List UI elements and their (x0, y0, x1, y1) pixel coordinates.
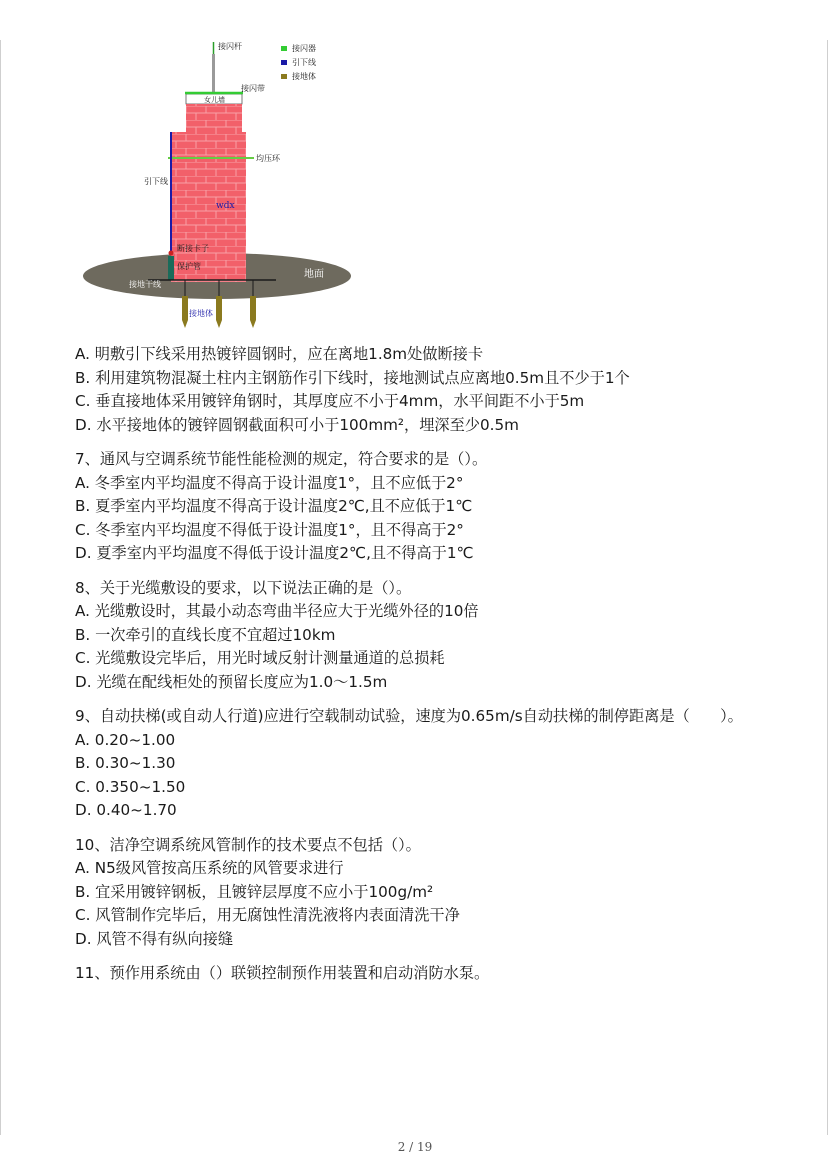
label-ground: 地面 (304, 269, 324, 280)
label-down-conductor: 引下线 (144, 177, 168, 186)
q6-option-b: B. 利用建筑物混凝土柱内主钢筋作引下线时，接地测试点应离地0.5m且不少于1个 (75, 368, 630, 387)
question-stem: 10、洁净空调系统风管制作的技术要点不包括（）。 (75, 835, 421, 854)
option-c: C. 0.350~1.50 (75, 777, 186, 796)
legend-air-terminal: 接闪器 (292, 44, 316, 53)
page-border-right (827, 40, 828, 1135)
question-9 (75, 705, 775, 823)
question-stem: 8、关于光缆敷设的要求，以下说法正确的是（）。 (75, 578, 412, 597)
label-protective-pipe: 保护管 (177, 262, 201, 271)
label-lightning-rod: 接闪杆 (218, 42, 242, 51)
option-a: A. 光缆敷设时，其最小动态弯曲半径应大于光缆外径的10倍 (75, 602, 479, 620)
question-stem: 7、通风与空调系统节能性能检测的规定，符合要求的是（）。 (75, 450, 488, 468)
q6-option-c: C. 垂直接地体采用镀锌角钢时，其厚度应不小于4mm，水平间距不小于5m (75, 392, 585, 410)
option-d: D. 夏季室内平均温度不得低于设计温度2℃,且不得高于1℃ (75, 544, 474, 562)
page-border-left (0, 40, 1, 1135)
option-c: C. 光缆敷设完毕后，用光时域反射计测量通道的总损耗 (75, 649, 445, 667)
q6-option-a: A. 明敷引下线采用热镀锌圆钢时，应在离地1.8m处做断接卡 (75, 345, 484, 363)
question-7 (75, 448, 775, 566)
legend-swatch-air-terminal (281, 46, 287, 51)
option-a: A. 冬季室内平均温度不得高于设计温度1°，且不应低于2° (75, 473, 464, 492)
legend-down-conductor: 引下线 (292, 58, 316, 67)
label-grounding-body: 接地体 (189, 309, 213, 318)
option-a: A. 0.20~1.00 (75, 730, 176, 749)
label-lightning-strip: 接闪带 (241, 84, 265, 93)
test-clamp-dot (169, 251, 174, 256)
option-c: C. 冬季室内平均温度不得低于设计温度1°，且不得高于2° (75, 520, 464, 539)
option-d: D. 风管不得有纵向接缝 (75, 929, 234, 948)
label-grounding-trunk: 接地干线 (129, 280, 161, 289)
q6-option-d: D. 水平接地体的镀锌圆钢截面积可小于100mm²，埋深至少0.5m (75, 415, 519, 434)
question-stem: 9、自动扶梯(或自动人行道)应进行空载制动试验，速度为0.65m/s自动扶梯的制停距离是（ ）。 (75, 707, 743, 725)
label-parapet: 女儿墙 (204, 96, 225, 104)
page-indicator: 2 / 19 (397, 1140, 433, 1154)
question-content (75, 343, 775, 986)
legend-grounding-body: 接地体 (292, 72, 316, 81)
q6-options (75, 343, 775, 437)
legend-swatch-grounding-body (281, 74, 287, 79)
question-10 (75, 834, 775, 952)
question-stem: 11、预作用系统由（）联锁控制预作用装置和启动消防水泵。 (75, 964, 490, 982)
option-b: B. 宜采用镀锌钢板，且镀锌层厚度不应小于100g/m² (75, 882, 434, 901)
legend-swatch-down-conductor (281, 60, 287, 65)
question-11 (75, 962, 775, 986)
protective-pipe (168, 256, 174, 280)
option-c: C. 风管制作完毕后，用无腐蚀性清洗液将内表面清洗干净 (75, 906, 460, 924)
option-b: B. 0.30~1.30 (75, 754, 176, 772)
building-wall (171, 132, 246, 282)
grounding-rod-3 (250, 296, 256, 328)
question-8 (75, 577, 775, 695)
option-b: B. 夏季室内平均温度不得高于设计温度2℃,且不应低于1℃ (75, 497, 473, 515)
label-test-clamp: 断接卡子 (177, 244, 209, 253)
lightning-protection-diagram (76, 36, 366, 336)
option-d: D. 0.40~1.70 (75, 801, 177, 819)
option-d: D. 光缆在配线柜处的预留长度应为1.0～1.5m (75, 672, 388, 691)
option-a: A. N5级风管按高压系统的风管要求进行 (75, 859, 344, 877)
option-b: B. 一次牵引的直线长度不宜超过10km (75, 625, 336, 644)
building-upper (186, 104, 242, 132)
label-equalizing-ring: 均压环 (256, 154, 280, 163)
lightning-rod (212, 54, 215, 94)
grounding-rod-2 (216, 296, 222, 328)
label-wdx: wdx (216, 201, 235, 211)
grounding-rod-1 (182, 296, 188, 328)
